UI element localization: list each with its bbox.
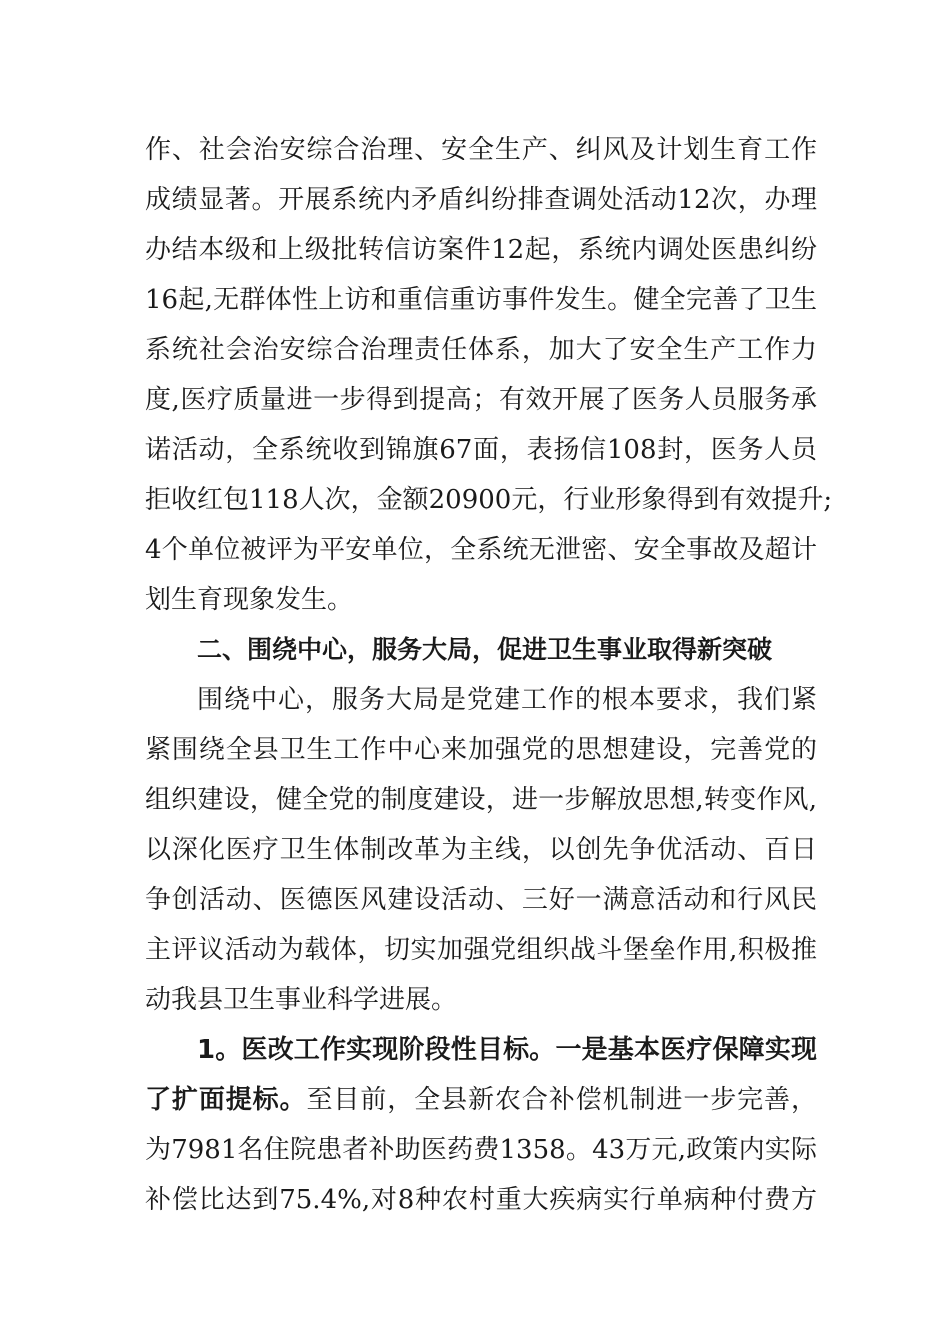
body-text-line: 争创活动、医德医风建设活动、三好一满意活动和行风民 [145, 885, 817, 915]
body-text-line: 组织建设，健全党的制度建设，进一步解放思想,转变作风, [145, 785, 817, 815]
body-text-line: 围绕中心，服务大局是党建工作的根本要求，我们紧 [197, 685, 817, 715]
body-text-line: 主评议活动为载体，切实加强党组织战斗堡垒作用,积极推 [145, 935, 817, 965]
body-text-line: 划生育现象发生。 [145, 585, 354, 615]
subsection-heading-continued: 了扩面提标。 [145, 1085, 307, 1115]
body-text-line: 办结本级和上级批转信访案件12起，系统内调处医患纠纷 [145, 235, 817, 265]
subsection-heading-line [197, 1030, 817, 1070]
body-text-line: 16起,无群体性上访和重信重访事件发生。健全完善了卫生 [145, 285, 817, 315]
body-text-line [145, 1080, 817, 1120]
body-text-line: 系统社会治安综合治理责任体系，加大了安全生产工作力 [145, 335, 817, 365]
body-text-span: 至目前，全县新农合补偿机制进一步完善， [306, 1085, 817, 1115]
body-text-line: 作、社会治安综合治理、安全生产、纠风及计划生育工作 [145, 135, 817, 165]
body-text-line: 动我县卫生事业科学进展。 [145, 985, 458, 1015]
body-text-line: 4个单位被评为平安单位，全系统无泄密、安全事故及超计 [145, 535, 817, 565]
section-heading: 二、围绕中心，服务大局，促进卫生事业取得新突破 [197, 635, 773, 664]
body-text-line: 为7981名住院患者补助医药费1358。43万元,政策内实际 [145, 1135, 817, 1165]
body-text-line: 成绩显著。开展系统内矛盾纠纷排查调处活动12次，办理 [145, 185, 817, 215]
body-text-line: 补偿比达到75.4%,对8种农村重大疾病实行单病种付费方 [145, 1185, 817, 1215]
body-text-line: 以深化医疗卫生体制改革为主线，以创先争优活动、百日 [145, 835, 817, 865]
body-text-line: 拒收红包118人次，金额20900元，行业形象得到有效提升; [145, 485, 833, 515]
body-text-line: 诺活动，全系统收到锦旗67面，表扬信108封，医务人员 [145, 435, 817, 465]
body-text-line: 度,医疗质量进一步得到提高；有效开展了医务人员服务承 [145, 385, 817, 415]
body-text-line: 紧围绕全县卫生工作中心来加强党的思想建设，完善党的 [145, 735, 817, 765]
subsection-heading: 1。医改工作实现阶段性目标。一是基本医疗保障实现 [197, 1035, 817, 1065]
